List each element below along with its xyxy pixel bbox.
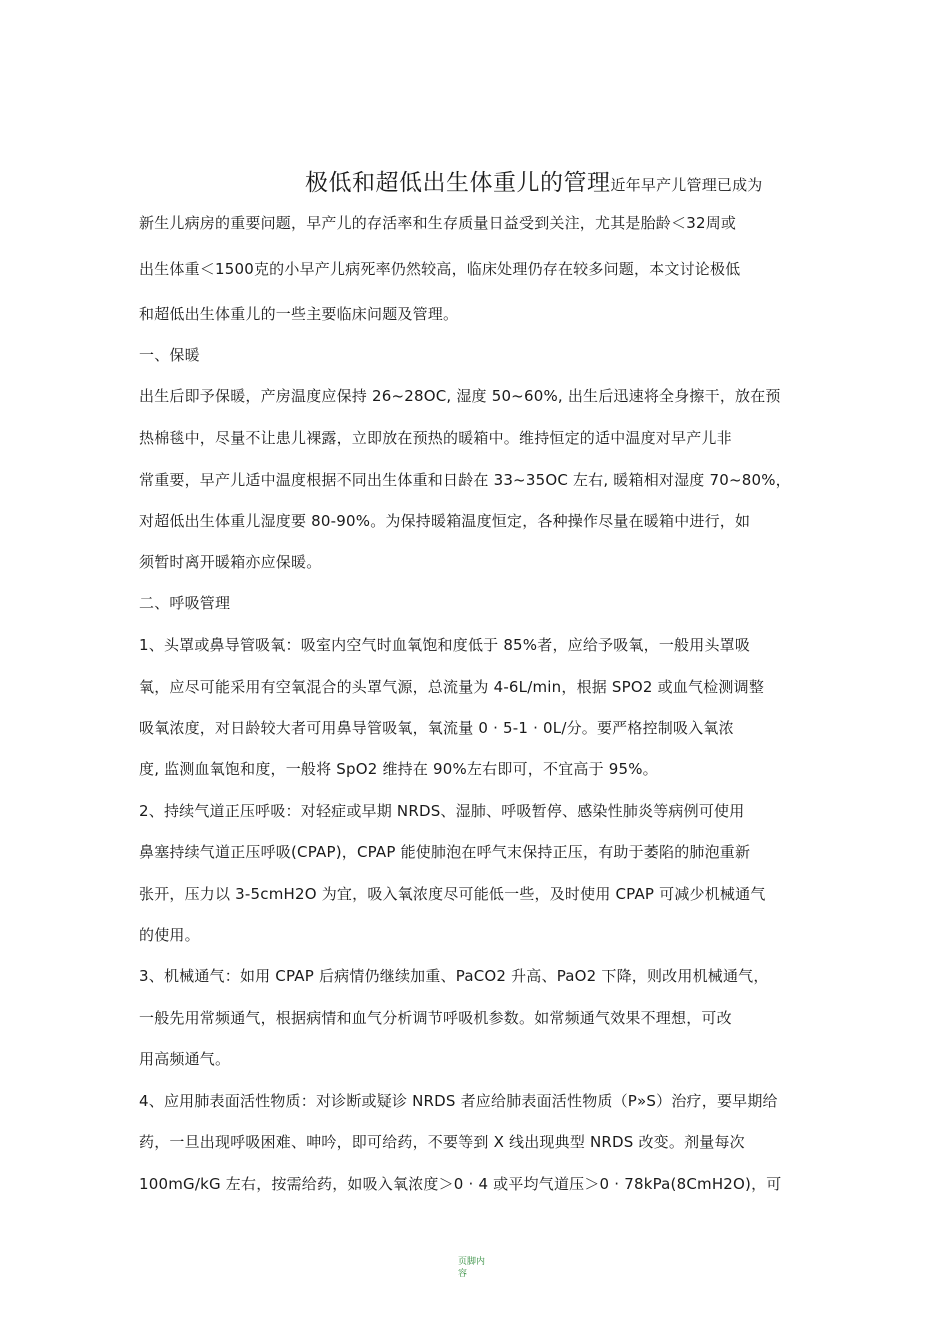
paragraph-line: 须暂时离开暖箱亦应保暖。 bbox=[139, 553, 322, 571]
paragraph-line: 吸氧浓度，对日龄较大者可用鼻导管吸氧，氧流量 0 · 5-1 · 0L/分。要严格控制吸入氧浓 bbox=[139, 719, 734, 737]
paragraph-line: 和超低出生体重儿的一些主要临床问题及管理。 bbox=[139, 305, 459, 323]
paragraph-line: 的使用。 bbox=[139, 926, 200, 944]
page-footer bbox=[458, 1256, 498, 1280]
paragraph-line: 常重要，早产儿适中温度根据不同出生体重和日龄在 33~35OC 左右, 暖箱相对湿度 70~80%， bbox=[139, 471, 791, 489]
paragraph-line: 用高频通气。 bbox=[139, 1050, 231, 1068]
paragraph-line: 100mG/kG 左右，按需给药，如吸入氧浓度＞0 · 4 或平均气道压＞0 · 78kPa(8CmH2O)，可 bbox=[139, 1175, 782, 1193]
paragraph-line: 4、应用肺表面活性物质：对诊断或疑诊 NRDS 者应给肺表面活性物质（P»S）治疗，要早期给 bbox=[139, 1092, 778, 1110]
title-line bbox=[305, 164, 763, 197]
paragraph-line: 出生后即予保暖，产房温度应保持 26~28OC, 湿度 50~60%, 出生后迅速将全身擦干，放在预 bbox=[139, 387, 781, 405]
paragraph-line: 1、头罩或鼻导管吸氧：吸室内空气时血氧饱和度低于 85%者，应给予吸氧，一般用头罩吸 bbox=[139, 636, 751, 654]
title-trailing-text: 近年早产儿管理已成为 bbox=[610, 176, 763, 194]
paragraph-line: 出生体重＜1500克的小早产儿病死率仍然较高，临床处理仍存在较多问题，本文讨论极低 bbox=[139, 260, 741, 278]
paragraph-line: 氧，应尽可能采用有空氧混合的头罩气源，总流量为 4-6L/min，根据 SPO2 或血气检测调整 bbox=[139, 678, 765, 696]
paragraph-line: 一般先用常频通气，根据病情和血气分析调节呼吸机参数。如常频通气效果不理想，可改 bbox=[139, 1009, 732, 1027]
paragraph-line: 度, 监测血氧饱和度，一般将 SpO2 维持在 90%左右即可，不宜高于 95%。 bbox=[139, 760, 658, 778]
paragraph-line: 鼻塞持续气道正压呼吸(CPAP)，CPAP 能使肺泡在呼气末保持正压，有助于萎陷的肺泡重新 bbox=[139, 843, 751, 861]
section-heading: 二、呼吸管理 bbox=[139, 594, 231, 612]
footer-text-line: 页脚内 bbox=[458, 1257, 486, 1267]
paragraph-line: 新生儿病房的重要问题，早产儿的存活率和生存质量日益受到关注，尤其是胎龄＜32周或 bbox=[139, 214, 737, 232]
section-heading: 一、保暖 bbox=[139, 346, 200, 364]
paragraph-line: 张开，压力以 3-5cmH2O 为宜，吸入氧浓度尽可能低一些，及时使用 CPAP 可减少机械通气 bbox=[139, 885, 766, 903]
paragraph-line: 对超低出生体重儿湿度要 80-90%。为保持暖箱温度恒定，各种操作尽量在暖箱中进行，如 bbox=[139, 512, 751, 530]
paragraph-line: 热棉毯中，尽量不让患儿裸露，立即放在预热的暖箱中。维持恒定的适中温度对早产儿非 bbox=[139, 429, 732, 447]
footer-text-line: 容 bbox=[458, 1269, 468, 1279]
paragraph-line: 3、机械通气：如用 CPAP 后病情仍继续加重、PaCO2 升高、PaO2 下降，则改用机械通气， bbox=[139, 967, 769, 985]
paragraph-line: 2、持续气道正压呼吸：对轻症或早期 NRDS、湿肺、呼吸暂停、感染性肺炎等病例可使用 bbox=[139, 802, 745, 820]
paragraph-line: 药，一旦出现呼吸困难、呻吟，即可给药，不要等到 X 线出现典型 NRDS 改变。剂量每次 bbox=[139, 1133, 745, 1151]
document-title: 极低和超低出生体重儿的管理 bbox=[305, 170, 611, 196]
